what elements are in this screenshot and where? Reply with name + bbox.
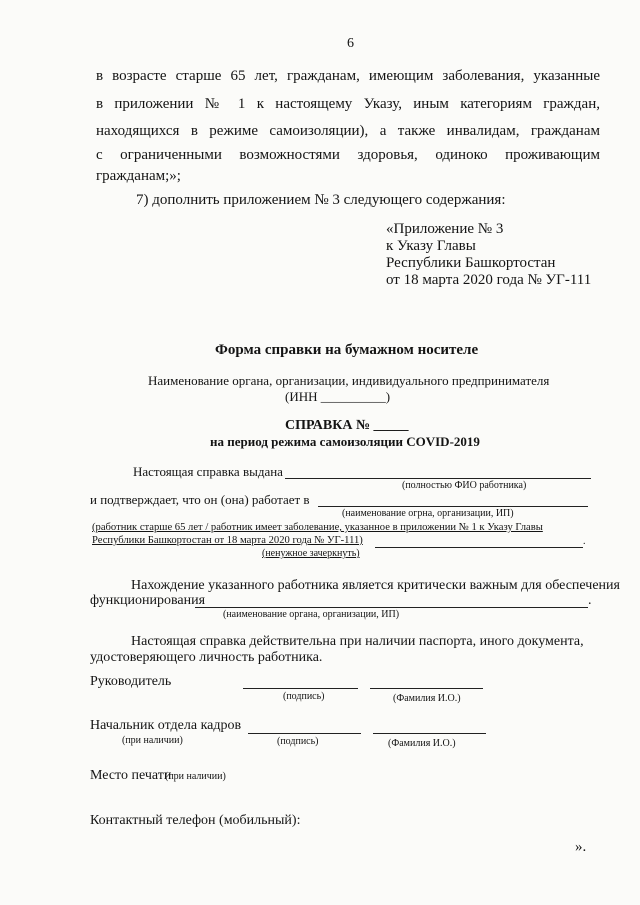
hr-if-any: (при наличии) — [122, 735, 183, 746]
head-name-line — [370, 688, 483, 689]
certificate-title: СПРАВКА № _____ — [285, 418, 409, 433]
hr-signature-line — [248, 733, 361, 734]
item-7: 7) дополнить приложением № 3 следующего содержания: — [136, 192, 506, 208]
intro-line-3: находящихся в режиме самоизоляции), а также инвалидам, гражданам — [96, 123, 600, 139]
intro-line-4: с ограниченными возможностями здоровья, одиноко проживающим — [96, 147, 600, 163]
issued-to-line — [285, 478, 591, 479]
works-at-line — [318, 506, 588, 507]
appendix-line-2: к Указу Главы — [386, 238, 476, 254]
certificate-subtitle: на период режима самоизоляции COVID-2019 — [210, 434, 480, 449]
hr-signature-hint: (подпись) — [277, 736, 319, 747]
org-line: Наименование органа, организации, индивидуального предпринимателя — [148, 373, 550, 388]
intro-line-2: в приложении № 1 к настоящему Указу, иным категориям граждан, — [96, 96, 600, 112]
validity-line-2: удостоверяющего личность работника. — [90, 650, 323, 665]
hr-name-hint: (Фамилия И.О.) — [388, 738, 456, 749]
head-label: Руководитель — [90, 674, 172, 689]
head-name-hint: (Фамилия И.О.) — [393, 693, 461, 704]
issued-to-hint: (полностью ФИО работника) — [402, 480, 527, 491]
critical-line-fill — [195, 607, 588, 608]
appendix-line-1: «Приложение № 3 — [386, 221, 504, 237]
status-line-1: (работник старше 65 лет / работник имеет заболевание, указанное в приложении № 1 к Указу Главы — [92, 522, 543, 533]
validity-line-1: Настоящая справка действительна при наличии паспорта, иного документа, — [131, 634, 584, 649]
form-heading: Форма справки на бумажном носителе — [215, 342, 479, 358]
seal-hint: (при наличии) — [165, 771, 226, 782]
works-at-label: и подтверждает, что он (она) работает в — [90, 492, 310, 507]
critical-line-2: функционирования — [90, 593, 206, 608]
head-signature-line — [243, 688, 358, 689]
status-line-fill — [375, 547, 583, 548]
hr-label: Начальник отдела кадров — [90, 718, 242, 733]
appendix-line-4: от 18 марта 2020 года № УГ-111 — [386, 272, 592, 288]
intro-line-1: в возрасте старше 65 лет, гражданам, имеющим заболевания, указанные — [96, 68, 600, 84]
appendix-line-3: Республики Башкортостан — [386, 255, 556, 271]
inn-line: (ИНН __________) — [285, 389, 391, 404]
hr-name-line — [373, 733, 486, 734]
phone-label: Контактный телефон (мобильный): — [90, 813, 301, 828]
critical-hint: (наименование органа, организации, ИП) — [223, 609, 400, 620]
status-line-2: Республики Башкортостан от 18 марта 2020 года № УГ-111) — [92, 535, 363, 546]
status-end: . — [583, 536, 586, 547]
seal-label: Место печати — [90, 768, 172, 783]
head-signature-hint: (подпись) — [283, 691, 325, 702]
works-at-hint: (наименование огрна, организации, ИП) — [342, 508, 514, 519]
closing-quote: ». — [575, 839, 587, 855]
page-number: 6 — [347, 36, 354, 51]
critical-end: . — [588, 593, 592, 608]
issued-to-label: Настоящая справка выдана — [133, 464, 283, 479]
intro-last-line: гражданам;»; — [96, 168, 181, 184]
strike-hint: (ненужное зачеркнуть) — [262, 548, 360, 559]
critical-line-1: Нахождение указанного работника является критически важным для обеспечения — [131, 578, 620, 593]
